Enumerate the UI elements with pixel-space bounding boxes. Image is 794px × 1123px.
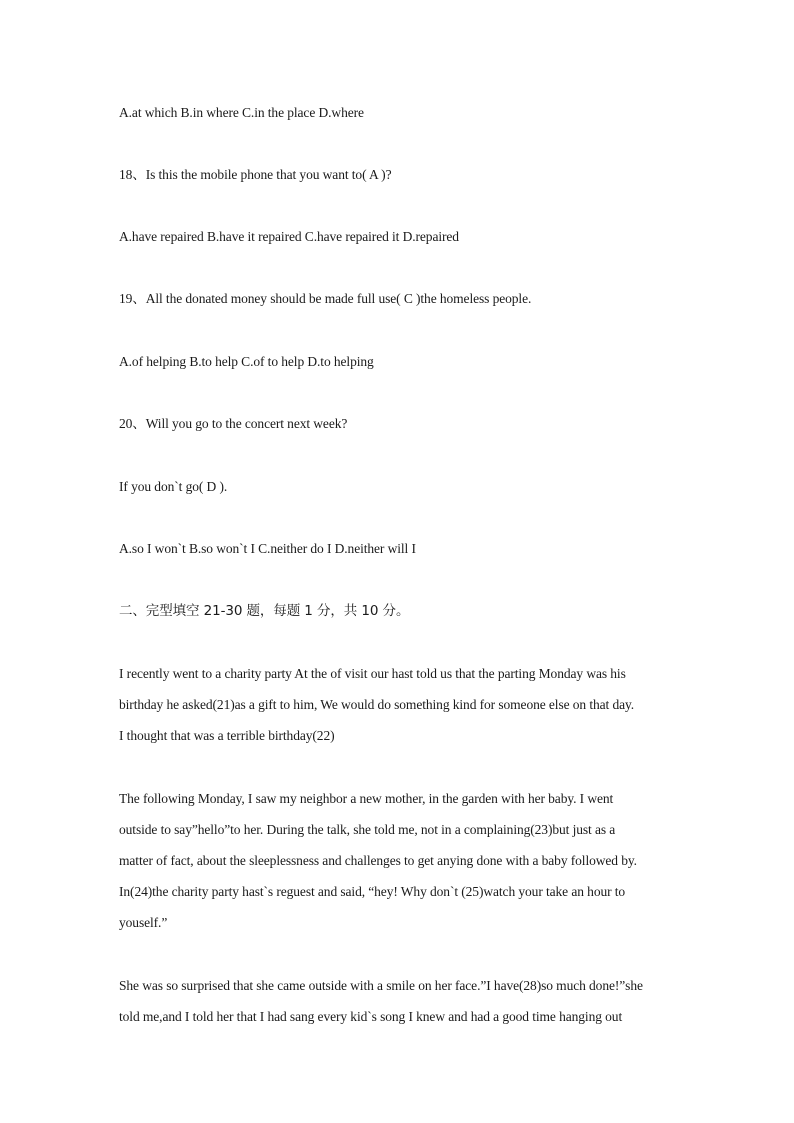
question-20: 20、Will you go to the concert next week? (119, 416, 348, 431)
answer-options-17: A.at which B.in where C.in the place D.where (119, 105, 364, 120)
passage-line: The following Monday, I saw my neighbor a new mother, in the garden with her baby. I went (119, 791, 614, 806)
question-18: 18、Is this the mobile phone that you want to( A )? (119, 167, 392, 182)
answer-options-18: A.have repaired B.have it repaired C.have repaired it D.repaired (119, 229, 459, 244)
passage-line: outside to say”hello”to her. During the talk, she told me, not in a complaining(23)but just as a (119, 822, 616, 837)
passage-line: youself.” (119, 915, 168, 930)
question-19: 19、All the donated money should be made full use( C )the homeless people. (119, 291, 532, 306)
passage-line: matter of fact, about the sleeplessness and challenges to get anying done with a baby followed by. (119, 853, 637, 868)
passage-line: She was so surprised that she came outside with a smile on her face.”I have(28)so much done!”she (119, 978, 643, 993)
section-heading: 二、完型填空 21-30 题，每题 1 分，共 10 分。 (119, 603, 410, 619)
answer-options-20: A.so I won`t B.so won`t I C.neither do I D.neither will I (119, 541, 416, 556)
passage-line: In(24)the charity party hast`s reguest and said, “hey! Why don`t (25)watch your take an hour to (119, 884, 626, 899)
passage-line: told me,and I told her that I had sang every kid`s song I knew and had a good time hanging out (119, 1009, 623, 1024)
passage-line: I recently went to a charity party At the of visit our hast told us that the parting Monday was his (119, 666, 626, 681)
passage-line: birthday he asked(21)as a gift to him, We would do something kind for someone else on that day. (119, 697, 635, 712)
answer-options-19: A.of helping B.to help C.of to help D.to helping (119, 354, 374, 369)
passage-line: I thought that was a terrible birthday(22) (119, 728, 335, 743)
question-20-response: If you don`t go( D ). (119, 479, 228, 494)
